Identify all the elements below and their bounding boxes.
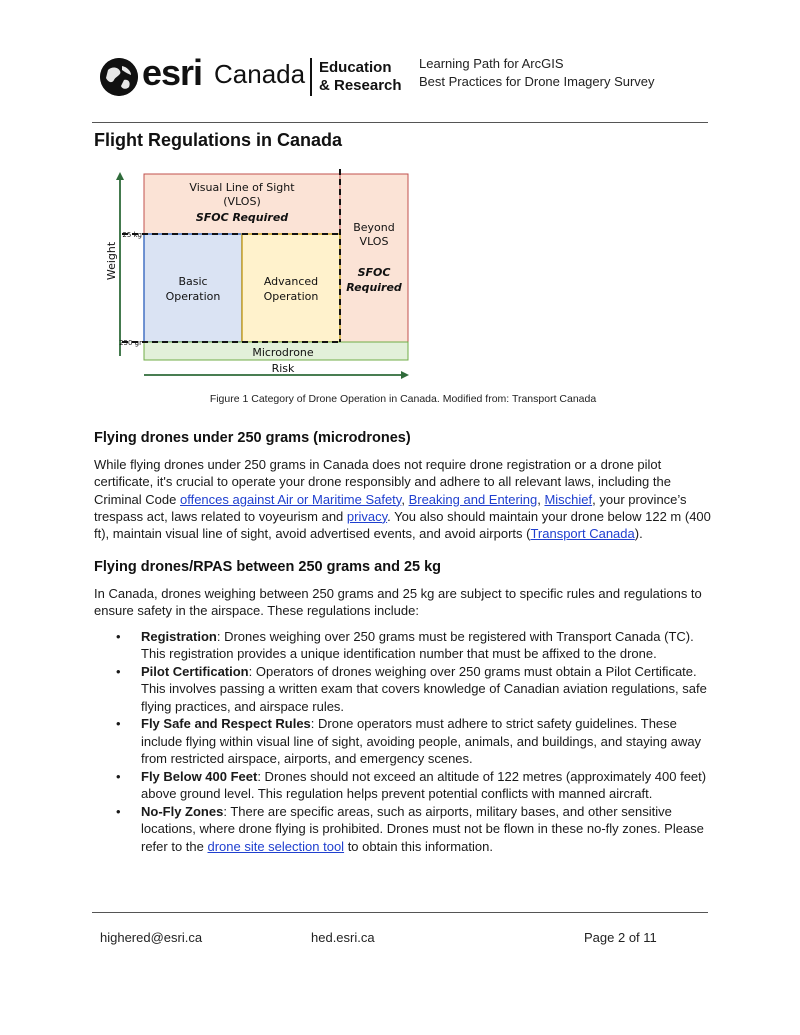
vlos-sfoc-label: SFOC Required bbox=[195, 211, 289, 224]
bullet-icon: • bbox=[116, 716, 121, 732]
section1-paragraph bbox=[94, 456, 712, 542]
list-item-term: Fly Safe and Respect Rules bbox=[141, 716, 311, 732]
bvlos-label-line1: Beyond bbox=[353, 221, 395, 234]
logo-unit-line1: Education bbox=[319, 59, 392, 76]
list-item-fly-safe bbox=[94, 715, 714, 767]
course-title-line1: Learning Path for ArcGIS bbox=[419, 56, 564, 71]
page-title: Flight Regulations in Canada bbox=[94, 130, 343, 150]
bvlos-label-line2: VLOS bbox=[359, 235, 389, 248]
list-item-term: Registration bbox=[141, 629, 217, 644]
advanced-label-line1: Advanced bbox=[263, 275, 319, 288]
advanced-label-line2: Operation bbox=[263, 290, 319, 303]
x-axis-arrow-icon bbox=[401, 371, 409, 379]
list-item-term: Pilot Certification bbox=[141, 664, 249, 680]
footer-website: hed.esri.ca bbox=[311, 930, 375, 945]
section1-text4: ). bbox=[634, 526, 643, 542]
figure-caption: Figure 1 Category of Drone Operation in Canada. Modified from: Transport Canada bbox=[209, 393, 597, 405]
section1-heading: Flying drones under 250 grams (microdrones) bbox=[94, 430, 411, 446]
footer-rule bbox=[92, 912, 708, 913]
footer-page-number: Page 2 of 11 bbox=[584, 930, 657, 945]
logo-unit bbox=[319, 59, 402, 95]
bvlos-sfoc-label: SFOC bbox=[357, 266, 391, 279]
list-item-term: Fly Below 400 Feet bbox=[141, 768, 258, 784]
logo-unit-line2: & Research bbox=[319, 77, 402, 94]
bvlos-region bbox=[340, 174, 408, 342]
list-item-text: : Drone operators must adhere to strict safety guidelines. These include flying within visual line of sight, avoiding people, animals, and buildings, and staying away from restricted airspace, airports, and emergency scenes. bbox=[141, 716, 702, 767]
logo-canada-text: Canada bbox=[214, 59, 306, 89]
regulations-list bbox=[94, 628, 714, 855]
bullet-icon: • bbox=[116, 803, 121, 819]
bullet-icon: • bbox=[116, 768, 121, 784]
list-item-text: : Drones weighing over 250 grams must be registered with Transport Canada (TC). This registration provides a unique identification number that must be affixed to the drone. bbox=[141, 629, 694, 662]
x-axis-label: Risk bbox=[271, 362, 295, 375]
globe-icon bbox=[100, 58, 138, 96]
basic-label-line1: Basic bbox=[178, 275, 208, 288]
logo-divider bbox=[310, 58, 312, 96]
section1-text3: . You also should maintain your drone below 122 m (400 ft), maintain visual line of sight, avoid advertised events, and avoid airports ( bbox=[94, 508, 711, 542]
section1-text1: While flying drones under 250 grams in Canada does not require drone registration or a drone pilot certificate, it's crucial to operate your drone responsibly and adhere to all relevant laws, including the Criminal Code bbox=[94, 457, 671, 507]
list-item-pilot-certification bbox=[94, 663, 714, 715]
y-axis-label: Weight bbox=[105, 241, 118, 281]
link-drone-site-selection-tool[interactable]: drone site selection tool bbox=[207, 838, 345, 854]
esri-canada-logo bbox=[100, 52, 405, 100]
bullet-icon: • bbox=[116, 664, 121, 680]
list-item-text-after: to obtain this information. bbox=[344, 838, 493, 854]
list-item-no-fly-zones bbox=[94, 803, 714, 855]
section1-sep1: , bbox=[401, 491, 409, 507]
basic-label-line2: Operation bbox=[165, 290, 221, 303]
footer-email: highered@esri.ca bbox=[100, 930, 203, 945]
course-title-line2: Best Practices for Drone Imagery Survey bbox=[419, 74, 655, 89]
list-item-text: : Operators of drones weighing over 250 grams must obtain a Pilot Certificate. This involves passing a written exam that covers knowledge of Canadian aviation regulations, safe flying practices, and airspace rules. bbox=[141, 664, 707, 714]
vlos-label-line1: Visual Line of Sight bbox=[189, 181, 295, 194]
bullet-icon: • bbox=[116, 629, 121, 644]
section1-text2: , your province’s trespass act, laws related to voyeurism and bbox=[94, 491, 687, 524]
y-axis-arrow-icon bbox=[116, 172, 124, 180]
microdrone-label: Microdrone bbox=[252, 346, 314, 359]
link-privacy[interactable]: privacy bbox=[346, 508, 388, 524]
section2-intro: In Canada, drones weighing between 250 grams and 25 kg are subject to specific rules and regulations to ensure safety in the airspace. These regulations include: bbox=[94, 586, 702, 619]
list-item-text: : Drones should not exceed an altitude of 122 metres (approximately 400 feet) above ground level. This regulation helps prevent potential conflicts with manned aircraft. bbox=[141, 768, 707, 802]
tick-250gr-label: 250 gr bbox=[119, 339, 142, 347]
list-item-term: No-Fly Zones bbox=[141, 803, 224, 819]
vlos-label-line2: (VLOS) bbox=[223, 195, 261, 208]
section1-sep2: , bbox=[537, 491, 545, 507]
bvlos-required-label: Required bbox=[346, 281, 402, 294]
list-item-fly-below-400 bbox=[94, 768, 714, 803]
logo-esri-text: esri bbox=[142, 52, 203, 93]
section2-heading: Flying drones/RPAS between 250 grams and 25 kg bbox=[94, 559, 442, 575]
basic-operation-region bbox=[144, 234, 242, 342]
link-offences-air-maritime[interactable]: offences against Air or Maritime Safety bbox=[179, 491, 402, 507]
drone-category-diagram bbox=[100, 166, 420, 381]
list-item-registration bbox=[94, 628, 714, 663]
tick-25kg-label: 25 kg bbox=[122, 231, 142, 239]
header-rule bbox=[92, 122, 708, 123]
course-title bbox=[419, 55, 655, 91]
link-breaking-entering[interactable]: Breaking and Entering bbox=[408, 491, 538, 507]
list-item-text: : There are specific areas, such as airports, military bases, and other sensitive locations, where drone flying is prohibited. Drones must not be flown in these no-fly zones. Please refer to the bbox=[141, 803, 704, 854]
link-mischief[interactable]: Mischief bbox=[544, 491, 593, 507]
advanced-operation-region bbox=[242, 234, 340, 342]
link-transport-canada[interactable]: Transport Canada bbox=[530, 526, 635, 542]
